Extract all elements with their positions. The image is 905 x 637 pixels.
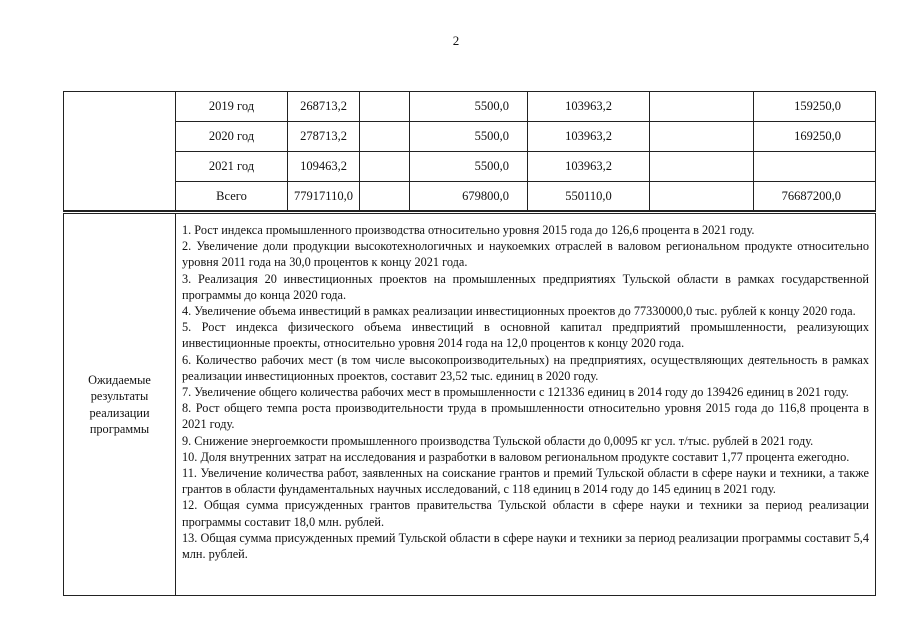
result-item: 5. Рост индекса физического объема инвестиций в основной капитал предприятий промышленности, реализующих инвестиционные проекты, относительно уровня 2014 года на 12,0 процентов к концу 2020 года. bbox=[182, 320, 869, 351]
funding-col-f bbox=[754, 152, 876, 182]
funding-year: 2020 год bbox=[176, 122, 288, 152]
result-item: 8. Рост общего темпа роста производительности труда в промышленности относительно уровня 2015 года до 116,8 процента в 2021 году. bbox=[182, 401, 869, 432]
funding-col-d: 103963,2 bbox=[528, 152, 650, 182]
result-item: 13. Общая сумма присужденных премий Тульской области в сфере науки и техники за период реализации программы составит 5,4 млн. рублей. bbox=[182, 530, 869, 562]
funding-col-b bbox=[360, 182, 410, 212]
result-item: 11. Увеличение количества работ, заявленных на соискание грантов и премий Тульской области в сфере науки и техники, а также грантов в области фундаментальных научных исследований, с 118 единиц в 2014 году до 145 единиц в 2021 году. bbox=[182, 466, 869, 497]
result-item: 12. Общая сумма присужденных грантов правительства Тульской области в сфере науки и техники за период реализации программы составит 18,0 млн. рублей. bbox=[182, 498, 869, 529]
result-item: 2. Увеличение доли продукции высокотехнологичных и наукоемких отраслей в валовом региональном продукте относительно уровня 2011 года на 30,0 процентов к концу 2021 года. bbox=[182, 239, 869, 270]
result-item: 3. Реализация 20 инвестиционных проектов на промышленных предприятиях Тульской области в рамках государственной программы до конца 2020 года. bbox=[182, 271, 869, 302]
result-item: 4. Увеличение объема инвестиций в рамках реализации инвестиционных проектов до 77330000,0 тыс. рублей к концу 2020 года. bbox=[182, 304, 856, 319]
funding-total: 77917110,0 bbox=[288, 182, 360, 212]
funding-blank-cell bbox=[64, 92, 176, 212]
funding-col-c: 5500,0 bbox=[410, 152, 528, 182]
result-item: 1. Рост индекса промышленного производства относительно уровня 2015 года до 126,6 процента в 2021 году. bbox=[182, 223, 755, 237]
funding-year: Всего bbox=[176, 182, 288, 212]
funding-col-d: 103963,2 bbox=[528, 92, 650, 122]
table-separator bbox=[63, 210, 875, 211]
funding-col-d: 103963,2 bbox=[528, 122, 650, 152]
funding-total: 278713,2 bbox=[288, 122, 360, 152]
funding-row bbox=[64, 152, 876, 182]
result-item: 10. Доля внутренних затрат на исследования и разработки в валовом региональном продукте составит 1,77 процента ежегодно. bbox=[182, 449, 850, 464]
funding-col-b bbox=[360, 122, 410, 152]
result-item: 7. Увеличение общего количества рабочих мест в промышленности с 121336 единиц в 2014 году до 139426 единиц в 2021 году. bbox=[182, 385, 849, 400]
page-number: 2 bbox=[452, 33, 460, 48]
funding-table bbox=[63, 91, 876, 212]
funding-col-b bbox=[360, 92, 410, 122]
funding-row bbox=[64, 92, 876, 122]
result-item: 6. Количество рабочих мест (в том числе высокопроизводительных) на предприятиях, осуществляющих деятельность в рамках реализации инвестиционных проектов, составит 23,52 тыс. единиц в 2020 году. bbox=[182, 352, 869, 383]
funding-row bbox=[64, 122, 876, 152]
funding-col-d: 550110,0 bbox=[528, 182, 650, 212]
funding-col-f: 76687200,0 bbox=[754, 182, 876, 212]
funding-col-e bbox=[650, 92, 754, 122]
funding-year: 2021 год bbox=[176, 152, 288, 182]
expected-results-label: Ожидаемые результаты реализации программы bbox=[64, 214, 176, 596]
funding-col-c: 5500,0 bbox=[410, 92, 528, 122]
funding-col-e bbox=[650, 182, 754, 212]
expected-results-list bbox=[176, 214, 876, 596]
expected-results-table bbox=[63, 213, 876, 596]
funding-col-c: 679800,0 bbox=[410, 182, 528, 212]
funding-col-b bbox=[360, 152, 410, 182]
funding-total: 268713,2 bbox=[288, 92, 360, 122]
funding-col-f: 169250,0 bbox=[754, 122, 876, 152]
funding-year: 2019 год bbox=[176, 92, 288, 122]
funding-col-f: 159250,0 bbox=[754, 92, 876, 122]
result-item: 9. Снижение энергоемкости промышленного производства Тульской области до 0,0095 кг усл. т/тыс. рублей в 2021 году. bbox=[182, 433, 814, 448]
funding-row-total bbox=[64, 182, 876, 212]
funding-col-e bbox=[650, 122, 754, 152]
funding-col-c: 5500,0 bbox=[410, 122, 528, 152]
funding-total: 109463,2 bbox=[288, 152, 360, 182]
funding-col-e bbox=[650, 152, 754, 182]
